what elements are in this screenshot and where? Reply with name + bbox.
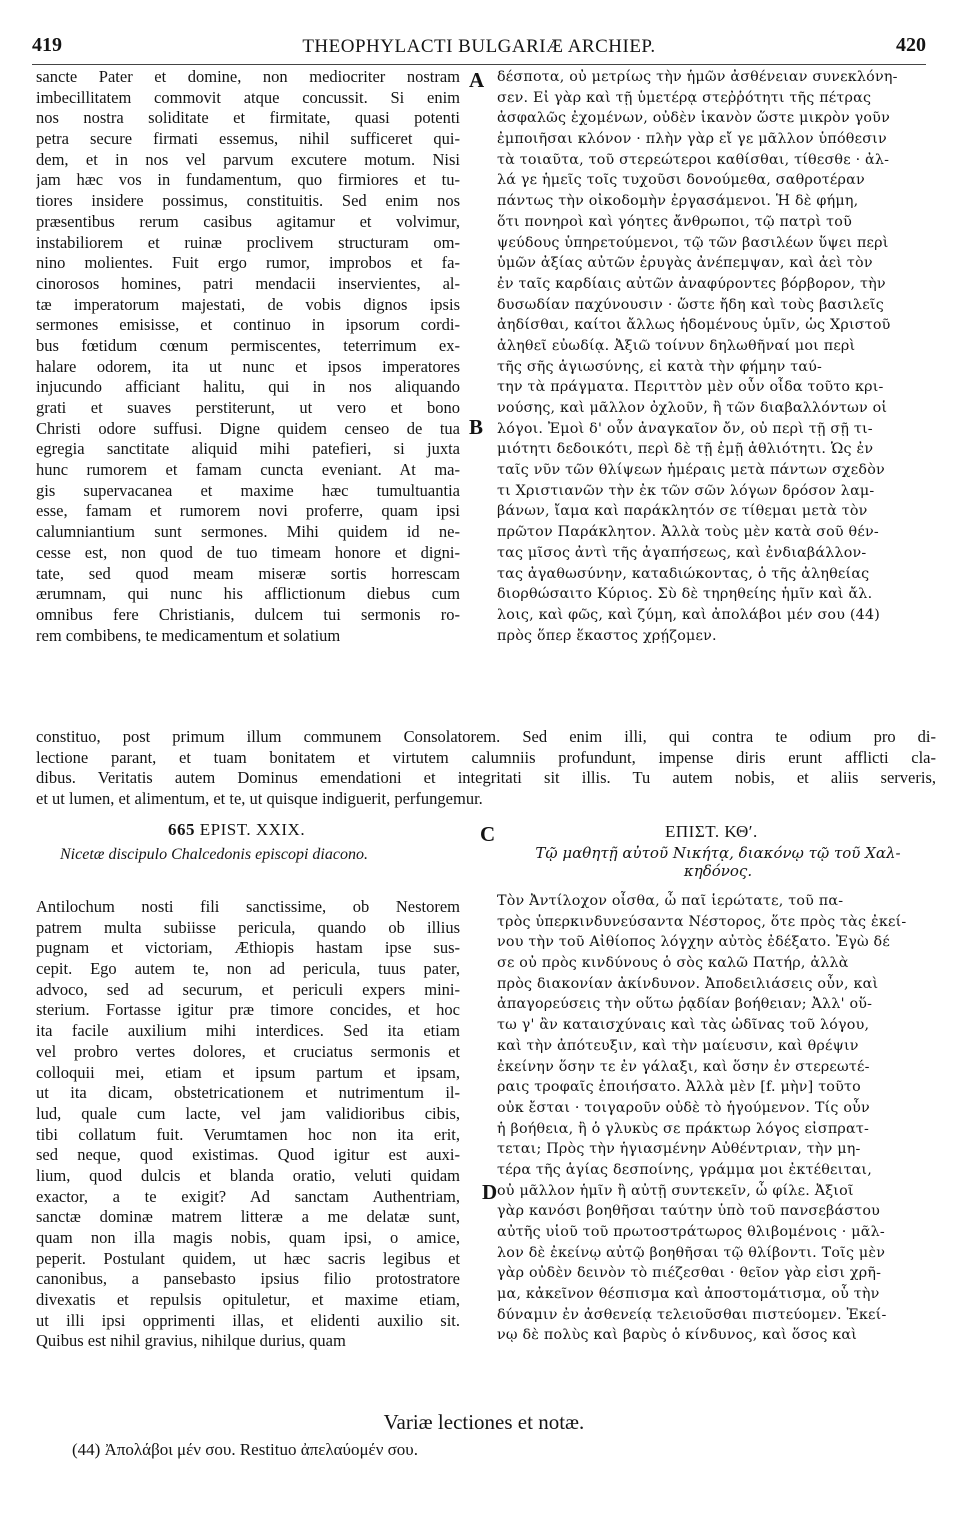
greek-text-line: ἡ βοήθεια, ἢ ὁ γλυκὺς σε πράκτωρ λόγος εἰσπρατ-: [497, 1120, 870, 1137]
greek-text-line: σεν. Εἰ γὰρ καὶ τῇ ὑμετέρᾳ στεῤῥότητι τῆς πέτρας: [497, 89, 872, 106]
latin-text-line: lud, quale cum lacte, vel jam validioribus cibis,: [36, 1103, 460, 1123]
greek-text-line: διορθώσαιτο Κύριος. Σὺ δὲ τηρηθείης ἡμῖν καὶ ἄλ.: [497, 586, 873, 603]
latin-text-line: omnibus fere Christianis, dulcem tui sermonis ro-: [36, 604, 460, 624]
greek-epistle-address: [500, 844, 936, 880]
greek-text-line: λοις, καὶ φῶς, καὶ ζύμη, καὶ ἀπολάβοι μέν σου (44): [497, 606, 881, 623]
greek-text-line: τὰ τοιαῦτα, τοῦ στερεώτεροι καθίσθαι, τίθεσθε · ἀλ-: [497, 151, 890, 168]
greek-text-line: λά γε ἡμεῖς τοῖς τυχοῦσι δονούμεθα, σαθροτέραν: [497, 172, 865, 189]
greek-text-line: τεται; Πρὸς τὴν ἡγιασμένην Αὐθέντριαν, τὴν μη-: [497, 1141, 861, 1158]
greek-text-line: ὑμῶν ἀξίας αὐτῶν ἐρυγὰς ἀνέπεμψαν, καὶ ἀεὶ τὸν: [497, 255, 873, 272]
latin-text-line: petra secure firmati essemus, nihil sufficeret qui-: [36, 129, 460, 149]
notes-heading: Variæ lectiones et notæ.: [383, 1410, 585, 1434]
greek-text-line: τι Χριστιανῶν τὴν ἐκ τῶν σῶν λόγων δρόσον λαμ-: [497, 482, 875, 499]
latin-text-line: tiores insidere possimus, constituitis. Sed enim nos: [36, 191, 460, 211]
latin-text-line: sanctæ dominæ matrem litteræ a me delatæ sunt,: [36, 1207, 460, 1227]
latin-text-line: canonibus, a pansebasto ipsius filio protostratore: [36, 1269, 460, 1289]
greek-text-line: λόγοι. Ἐμοὶ δ' οὖν ἀναγκαῖον ὄν, οὐ περὶ τῇ σῇ τι-: [497, 420, 873, 437]
margin-marker-d: D: [482, 1180, 498, 1204]
latin-epistle-heading: [168, 820, 305, 840]
latin-text-line: bus fœtidum cœnum permiscentes, teterrimum ex-: [36, 335, 460, 355]
full-width-text-line: lectione parant, et tuam bonitatem et virtutem calumniis profundunt, impense diris erunt afflicti cla-: [36, 747, 936, 767]
greek-text-line: γὰρ κανόσι βοηθῆσαι ταύτην ὑπὸ τοῦ πανσεβάστου: [497, 1203, 881, 1220]
latin-text-line: gis supervacanea et maxime hæc tumultuantia: [36, 480, 460, 500]
greek-column-top: [497, 67, 937, 646]
latin-text-line: injucundo afficiant halitu, qui in nos aliquando: [36, 377, 460, 397]
full-width-text-line: constituo, post primum illum communem Consolatorem. Sed enim illi, qui contra te odium pro di-: [36, 727, 936, 746]
greek-text-line: τας μῖσος ἀντὶ τῆς ἀγαπήσεως, καὶ ἐνδιαβάλλον-: [497, 544, 867, 561]
greek-text-line: ἐκείνην ὅσην τε ἐν γάλαξι, καὶ ὅσην ἐν στερεωτέ-: [497, 1058, 870, 1075]
greek-text-line: πάντως τὴν οἰκοδομὴν ἐργασάμενοι. Ἡ δὲ φήμη,: [497, 193, 859, 210]
latin-text-line: nos nostra soliditate et firmitate, quasi potenti: [36, 108, 460, 128]
greek-text-line: ραις τροφαῖς ἐποιήσατο. Ἀλλὰ μὲν [f. μὴν] τοῦτο: [497, 1079, 861, 1096]
latin-text-line: halare odorem, ita ut nunc et ipsos imperatores: [36, 356, 460, 376]
latin-text-line: quam non illa magis nobis, quam ipsi, o amice,: [36, 1228, 460, 1247]
greek-text-line: νου τὴν τοῦ Αἰθίοπος λόγχην αὐτὸς ἐδέξατο. Ἐγὼ δέ: [497, 934, 890, 951]
latin-epistle-title: EPIST. XXIX.: [199, 820, 306, 839]
latin-text-line: advoco, sed ad securum, et periculi expers mini-: [36, 979, 460, 999]
latin-text-line: rem combibens, te medicamentum et solatium: [36, 625, 341, 645]
right-page-number: 420: [896, 34, 926, 56]
latin-text-line: ut ita dicam, obstetricationem et nutrimentum il-: [36, 1083, 460, 1103]
epistle-column-number: 665: [168, 820, 195, 839]
latin-text-line: instabiliorem et ruinæ proclivem structuram om-: [36, 232, 460, 252]
greek-text-line: νούσης, καὶ μᾶλλον ὀχλοῦν, ἢ τῶν διαβαλλόντων οἱ: [497, 400, 888, 416]
greek-text-line: οὐκ ἔσται · τοιγαροῦν οὐδὲ τὸ ἡγούμενον. Τίς οὖν: [497, 1099, 870, 1116]
greek-column-bottom: [497, 891, 937, 1346]
latin-text-line: pugnam et victoriam, Æthiopis hastam ipse sus-: [36, 938, 460, 958]
greek-text-line: Τὸν Ἀντίλοχον οἶσθα, ὦ παῖ ἱερώτατε, τοῦ πα-: [497, 893, 844, 909]
greek-text-line: ἀηδίσθαι, καίτοι ἄλλως ἡδομένους ὑμῖν, ὡς Χριστοῦ: [497, 317, 891, 334]
latin-text-line: sancte Pater et domine, non mediocriter nostram: [36, 67, 460, 86]
latin-text-line: jam hæc vos in fundamentum, quo firmiores et tu-: [36, 170, 460, 190]
greek-text-line: λον δὲ ἐκείνῳ αὐτῷ βοηθῆσαι τῷ θλίβοντι. Τοῖς μὲν: [497, 1244, 886, 1261]
greek-text-line: πρῶτον Παράκλητον. Ἀλλὰ τοὺς μὲν κατὰ σοῦ θέν-: [497, 524, 879, 541]
latin-text-line: ut illi ipsi opprimenti illas, et elidenti auxilio sit.: [36, 1310, 460, 1330]
latin-text-line: vel probro vertes dolores, et cruciatus sermonis et: [36, 1041, 460, 1061]
full-width-text-line: et ut lumen, et alimentum, et te, ut quisque indiguerit, perfungemur.: [36, 788, 483, 808]
greek-text-line: δυσωδίαν παχύνουσιν · ὥστε ἤδη καὶ τοὺς βασιλεῖς: [497, 296, 884, 313]
greek-text-line: πρὸς διακονίαν ἀκίνδυνον. Ἀποδειλιάσεις οὖν, καὶ: [497, 975, 879, 992]
latin-text-line: patrem multa subiisse pericula, quando ob illius: [36, 917, 460, 937]
latin-text-line: lium, quod dulcis et blanda oratio, veluti quidam: [36, 1165, 460, 1185]
greek-address-line-1: Τῷ μαθητῇ αὐτοῦ Νικήτᾳ, διακόνῳ τῷ τοῦ Χαλ-: [535, 844, 901, 862]
latin-text-line: calumniantium sunt sermones. Mihi quidem id ne-: [36, 522, 460, 542]
latin-text-line: tibi collatum fuit. Verumtamen hoc non ita erit,: [36, 1124, 460, 1144]
latin-text-line: divexatis et repulsis opituletur, et maxime etiam,: [36, 1290, 460, 1310]
latin-text-line: præsentibus rerum casibus agitamur et volvimur,: [36, 211, 460, 231]
greek-text-line: καὶ τὴν ἀπότευξιν, καὶ τὴν μαίευσιν, καὶ θρέψιν: [497, 1037, 859, 1054]
margin-marker-a: A: [469, 68, 485, 92]
note-44: (44) Ἀπολάβοι μέν σου. Restituo ἀπελαύομέν σου.: [72, 1440, 418, 1459]
greek-text-line: αὐτῆς υἱοῦ τοῦ πρωτοστράτωρος θλιβομένοις · μᾶλ-: [497, 1224, 885, 1240]
full-width-text-line: dibus. Veritatis autem Dominus emendationi et integritati sit illis. Tu autem nobis, et aliis serveris,: [36, 768, 936, 787]
latin-text-line: esse, famam et rumorem novi proferre, quam ipsi: [36, 501, 460, 521]
greek-text-line: ἐν ταῖς καρδίαις αὐτῶν ἀναφύροντες βόρβορον, τὴν: [497, 275, 886, 292]
latin-text-line: sterium. Fortasse igitur præ timore concides, et hoc: [36, 1000, 460, 1020]
latin-text-line: exactor, a te exigit? Ad sanctam Authentriam,: [36, 1186, 460, 1206]
greek-text-line: τας ἀγαθωσύνην, καταδιώκοντας, ὁ τῆς ἀληθείας: [497, 565, 870, 582]
latin-text-line: egregia sanctitate aliquid mihi patefieri, si juxta: [36, 439, 460, 459]
greek-text-line: τέρα τῆς ἁγίας δεσποίνης, γράμμα μοι ἐκτέθειται,: [497, 1161, 872, 1178]
greek-text-line: ὅτι πονηροὶ καὶ γόητες ἄνθρωποι, τῷ πατρὶ τοῦ: [497, 213, 852, 230]
latin-column-bottom: [36, 897, 460, 1352]
greek-text-line: ταῖς νῦν τῶν θλίψεων ἡμέραις μετὰ πάντων σχεδὸν: [497, 462, 885, 479]
greek-text-line: τῆς σῆς ἁγιωσύνης, εἰ κατὰ τὴν φήμην ταύ-: [497, 358, 823, 375]
greek-text-line: δύναμιν ἐν ἀσθενείᾳ τελειοῦσθαι πιστεύομεν. Ἐκεί-: [497, 1306, 887, 1323]
margin-marker-b: B: [469, 415, 484, 439]
greek-text-line: μιότητι δεδοικότι, περὶ δὲ τῇ ἐμῇ ἀθλιότητι. Ὡς ἐν: [497, 441, 874, 458]
greek-text-line: ἐμποιῆσαι κλόνον · πλὴν γὰρ εἴ γε μᾶλλον ὑπόθεσιν: [497, 131, 887, 148]
latin-column-top: [36, 67, 460, 646]
greek-text-line: ψεύδους ὑπηρετούμενοι, τῷ τῶν βασιλέων ὕψει περὶ: [497, 234, 889, 251]
greek-text-line: νῳ δὲ πολὺς καὶ βαρὺς ὁ κίνδυνος, καὶ ὅσος καὶ: [497, 1327, 858, 1344]
greek-epistle-title: ΕΠΙΣΤ. ΚΘʹ.: [665, 822, 758, 841]
latin-text-line: peperit. Postulant quidem, ut hæc sacris legibus et: [36, 1248, 460, 1268]
header-rule: [32, 64, 926, 65]
running-title: THEOPHYLACTI BULGARIÆ ARCHIEP.: [302, 36, 656, 57]
greek-address-line-2: κηδόνος.: [683, 862, 753, 880]
greek-text-line: τω γ' ἂν καταισχύναις καὶ τὰς ὠδῖνας τοῦ λόγου,: [497, 1017, 870, 1034]
page-header: [32, 34, 926, 64]
greek-text-line: οὐ μᾶλλον ἡμῖν ἢ αὐτῇ συντεκεῖν, ὦ φίλε. Ἀξιοῖ: [497, 1182, 854, 1199]
greek-text-line: πρὸς ὅπερ ἕκαστος χρῄζομεν.: [497, 627, 717, 644]
greek-text-line: μα, κἀκεῖνον θέσπισμα καὶ ἀποστομάτισμα, οὗ τὴν: [497, 1286, 880, 1303]
full-width-latin-text: [36, 727, 936, 809]
latin-text-line: sed neque, quod existimas. Quod igitur est auxi-: [36, 1145, 460, 1165]
greek-text-line: ἀπαγορεύσεις τὴν οὕτω ῥᾳδίαν βοήθειαν; Ἀλλ' οὕ-: [497, 996, 873, 1013]
latin-text-line: cepit. Ego autem te, non ad pericula, tuus pater,: [36, 959, 460, 979]
greek-text-line: βάνων, ἴαμα καὶ παράκλητόν σε τίθεμαι μετὰ τὸν: [497, 503, 868, 520]
greek-text-line: ἀσφαλῶς ἐχομένων, οὐδὲν ἱκανὸν ὥστε μικρὸν γοῦν: [497, 110, 890, 127]
latin-text-line: Antilochum nosti fili sanctissime, ob Nestorem: [36, 897, 460, 916]
greek-text-line: γὰρ οὐδὲν δεινὸν τὸ πιέζεσθαι · θεῖον γὰρ εἰσι χρῆ-: [497, 1265, 882, 1282]
latin-text-line: tate, sed quod meam miseræ sortis horrescam: [36, 563, 460, 583]
latin-text-line: cinorosos homines, patri mendacii inservientes, al-: [36, 273, 460, 293]
latin-text-line: cesse est, non quod de tuo timeam honore et digni-: [36, 542, 460, 562]
greek-text-line: τρὸς ὑπερκινδυνεύσαντα Νέστορος, ὅτε πρὸς τὰς ἐκεί-: [497, 913, 907, 930]
latin-text-line: nino molientes. Fuit ergo rumor, improbos et fa-: [36, 253, 460, 273]
margin-marker-c: C: [480, 822, 496, 846]
latin-text-line: hunc rumorem et famam cuncta eveniant. At ma-: [36, 460, 460, 480]
greek-text-line: ἀληθεῖ εὐωδίᾳ. Ἀξιῶ τοίνυν δηλωθῆναί μοι περὶ: [497, 337, 856, 354]
latin-text-line: dem, et in nos vel parvum excutere motum. Nisi: [36, 149, 460, 169]
latin-text-line: Christi odore suffusi. Digne quidem censeo de tua: [36, 418, 460, 438]
latin-text-line: colloquii mei, etiam et ipsum partum et ipsam,: [36, 1062, 460, 1082]
latin-text-line: Quibus est nihil gravius, nihilque durius, quam: [36, 1331, 346, 1351]
greek-text-line: την τὰ πράγματα. Περιττὸν μὲν οὖν οἶδα τοῦτο κρι-: [497, 379, 884, 396]
greek-text-line: δέσποτα, οὐ μετρίως τὴν ἡμῶν ἀσθένειαν συνεκλόνη-: [497, 69, 898, 85]
left-page-number: 419: [32, 34, 62, 56]
latin-epistle-address: Nicetæ discipulo Chalcedonis episcopi diacono.: [60, 846, 368, 863]
latin-text-line: sermones emisisse, et continuo in ipsorum cordi-: [36, 315, 460, 335]
greek-text-line: σε οὐ πρὸς κινδύνους ὁ σὸς καλῶ Πατήρ, ἀλλὰ: [497, 955, 849, 972]
latin-text-line: tæ imperatorum majestati, de vobis dignos ipsis: [36, 294, 460, 314]
latin-text-line: ita facile auxilium mihi interdices. Sed ita etiam: [36, 1021, 460, 1041]
latin-text-line: imbecillitatem commovit atque concussit. Si enim: [36, 87, 460, 107]
latin-text-line: grati et suaves perstiterunt, ut vero et bono: [36, 398, 460, 417]
latin-text-line: ærumnam, qui nunc his afflictionum diebus cum: [36, 584, 460, 604]
